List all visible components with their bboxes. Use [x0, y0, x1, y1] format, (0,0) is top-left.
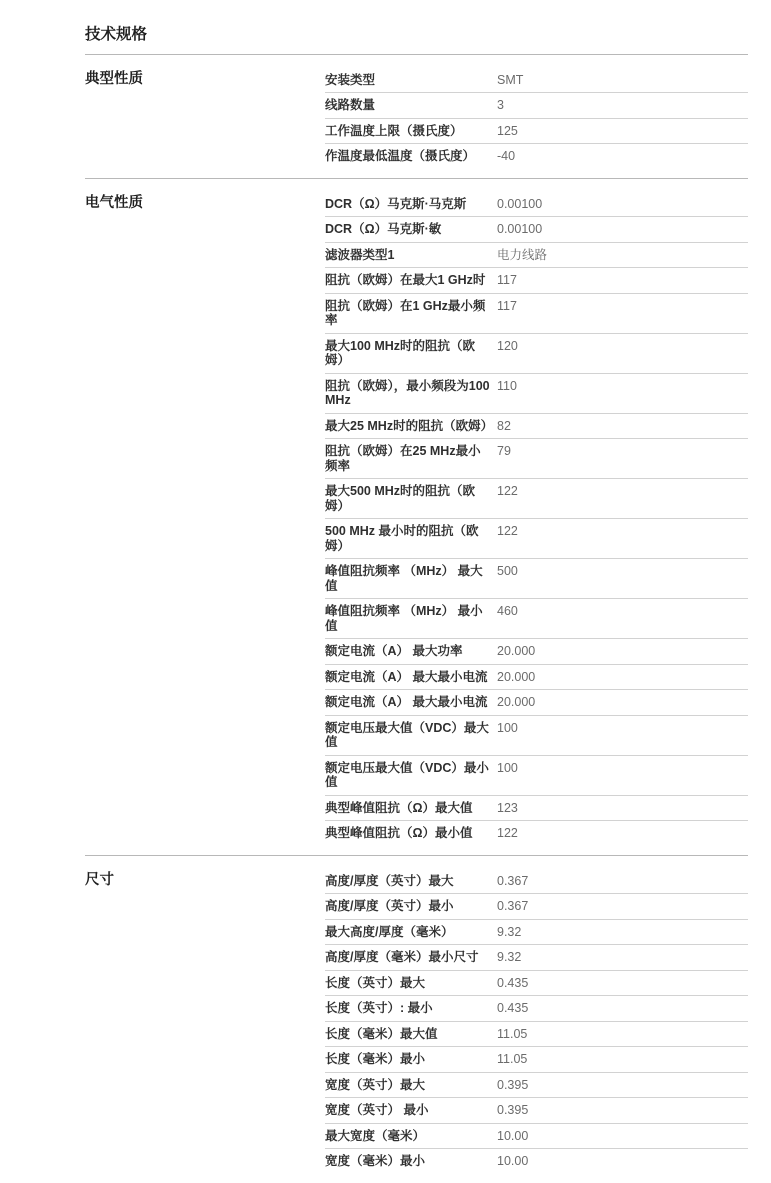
section	[85, 55, 748, 179]
spec-value: 11.05	[497, 1052, 528, 1067]
spec-label: 阻抗（欧姆）在最大1 GHz时	[325, 273, 486, 288]
spec-value: 0.00100	[497, 196, 543, 211]
spec-value: 0.367	[497, 899, 529, 914]
section-title: 电气性质	[85, 194, 143, 211]
spec-value: 3	[497, 98, 504, 113]
spec-value: 120	[497, 338, 518, 353]
spec-row	[325, 294, 748, 334]
spec-row	[325, 996, 748, 1022]
spec-row	[325, 119, 748, 145]
spec-row	[325, 144, 748, 169]
spec-row	[325, 334, 748, 374]
spec-label: 长度（毫米）最小	[325, 1052, 426, 1067]
spec-label: 最大100 MHz时的阻抗（欧姆）	[325, 338, 476, 368]
spec-row	[325, 217, 748, 243]
spec-row	[325, 796, 748, 822]
spec-row	[325, 1098, 748, 1124]
spec-value: 82	[497, 418, 511, 433]
section	[85, 856, 748, 1183]
spec-label: 宽度（英寸）最大	[325, 1077, 426, 1092]
spec-value: 0.435	[497, 975, 529, 990]
spec-value: 0.00100	[497, 222, 543, 237]
spec-value: 11.05	[497, 1026, 528, 1041]
spec-label: DCR（Ω）马克斯·马克斯	[325, 196, 467, 211]
spec-value: 10.00	[497, 1128, 529, 1143]
spec-row	[325, 243, 748, 269]
spec-value: 100	[497, 720, 518, 735]
spec-value: 123	[497, 800, 518, 815]
spec-label: 最大500 MHz时的阻抗（欧姆）	[325, 484, 476, 513]
spec-label: 额定电压最大值（VDC）最小值	[325, 760, 489, 790]
spec-value: 125	[497, 123, 518, 138]
spec-value: 500	[497, 564, 518, 579]
spec-row	[325, 971, 748, 997]
spec-label: 典型峰值阻抗（Ω）最小值	[325, 826, 473, 841]
spec-value: 20.000	[497, 669, 536, 684]
spec-label: 最大25 MHz时的阻抗（欧姆）	[325, 418, 494, 433]
spec-label: 最大宽度（毫米）	[325, 1128, 426, 1143]
spec-value: 电力线路	[497, 247, 548, 262]
spec-label: 500 MHz 最小时的阻抗（欧姆）	[325, 524, 479, 553]
page-title: 技术规格	[85, 26, 148, 43]
spec-label: 长度（英寸）最大	[325, 975, 426, 990]
spec-value: 0.367	[497, 873, 529, 888]
spec-row	[325, 414, 748, 440]
section-title: 尺寸	[85, 871, 114, 888]
spec-table	[325, 192, 748, 846]
spec-value: 110	[497, 378, 517, 393]
spec-label: 线路数量	[325, 98, 376, 113]
spec-row	[325, 1124, 748, 1150]
spec-value: 20.000	[497, 695, 536, 710]
spec-row	[325, 639, 748, 665]
spec-value: 0.395	[497, 1077, 529, 1092]
spec-label: 额定电流（A） 最大最小电流	[325, 669, 488, 684]
spec-label: 峰值阻抗频率 （MHz） 最小值	[325, 604, 483, 633]
spec-row	[325, 268, 748, 294]
spec-row	[325, 519, 748, 559]
spec-value: 122	[497, 484, 518, 499]
section-title: 典型性质	[85, 70, 143, 87]
spec-row	[325, 756, 748, 796]
spec-value: 0.435	[497, 1001, 529, 1016]
spec-row	[325, 821, 748, 846]
spec-row	[325, 479, 748, 519]
spec-row	[325, 93, 748, 119]
spec-row	[325, 1073, 748, 1099]
spec-label: 高度/厚度（英寸）最大	[325, 873, 454, 888]
spec-label: 峰值阻抗频率 （MHz） 最大值	[325, 564, 483, 593]
spec-label: 最大高度/厚度（毫米）	[325, 924, 454, 939]
spec-value: -40	[497, 149, 516, 164]
spec-label: 阻抗（欧姆）在25 MHz最小频率	[325, 444, 481, 473]
spec-label: 高度/厚度（毫米）最小尺寸	[325, 950, 479, 965]
spec-row	[325, 1149, 748, 1174]
spec-row	[325, 374, 748, 414]
spec-value: SMT	[497, 72, 524, 87]
spec-value: 0.395	[497, 1103, 529, 1118]
spec-label: 高度/厚度（英寸）最小	[325, 899, 454, 914]
spec-row	[325, 1047, 748, 1073]
spec-value: 20.000	[497, 644, 536, 659]
spec-row	[325, 920, 748, 946]
spec-label: 长度（毫米）最大值	[325, 1026, 438, 1041]
spec-label: 工作温度上限（摄氏度）	[325, 123, 463, 138]
spec-label: 长度（英寸）: 最小	[325, 1001, 433, 1016]
section	[85, 179, 748, 856]
spec-row	[325, 869, 748, 895]
spec-label: 阻抗（欧姆），最小频段为100 MHz	[325, 378, 490, 408]
spec-label: 滤波器类型1	[325, 247, 395, 262]
spec-row	[325, 665, 748, 691]
spec-row	[325, 439, 748, 479]
spec-value: 122	[497, 524, 518, 539]
spec-label: 额定电压最大值（VDC）最大值	[325, 720, 489, 750]
spec-row	[325, 599, 748, 639]
spec-row	[325, 894, 748, 920]
spec-label: DCR（Ω）马克斯·敏	[325, 222, 442, 237]
sections-container	[85, 55, 748, 1183]
spec-value: 117	[497, 273, 517, 288]
spec-value: 100	[497, 760, 518, 775]
spec-value: 79	[497, 444, 511, 459]
spec-label: 典型峰值阻抗（Ω）最大值	[325, 800, 473, 815]
spec-row	[325, 716, 748, 756]
spec-row	[325, 690, 748, 716]
spec-label: 宽度（毫米）最小	[325, 1154, 426, 1169]
spec-label: 安装类型	[325, 72, 376, 87]
spec-row	[325, 945, 748, 971]
spec-value: 9.32	[497, 950, 522, 965]
spec-row	[325, 192, 748, 218]
spec-value: 9.32	[497, 924, 522, 939]
spec-row	[325, 68, 748, 94]
spec-label: 额定电流（A） 最大最小电流	[325, 695, 488, 710]
spec-value: 117	[497, 298, 517, 313]
spec-row	[325, 1022, 748, 1048]
spec-row	[325, 559, 748, 599]
spec-value: 460	[497, 604, 518, 619]
spec-value: 10.00	[497, 1154, 529, 1169]
spec-label: 作温度最低温度（摄氏度）	[325, 149, 476, 164]
spec-label: 阻抗（欧姆）在1 GHz最小频率	[325, 298, 486, 328]
spec-table	[325, 68, 748, 169]
spec-value: 122	[497, 826, 518, 841]
spec-label: 宽度（英寸） 最小	[325, 1103, 429, 1118]
spec-label: 额定电流（A） 最大功率	[325, 644, 463, 659]
spec-table	[325, 869, 748, 1174]
